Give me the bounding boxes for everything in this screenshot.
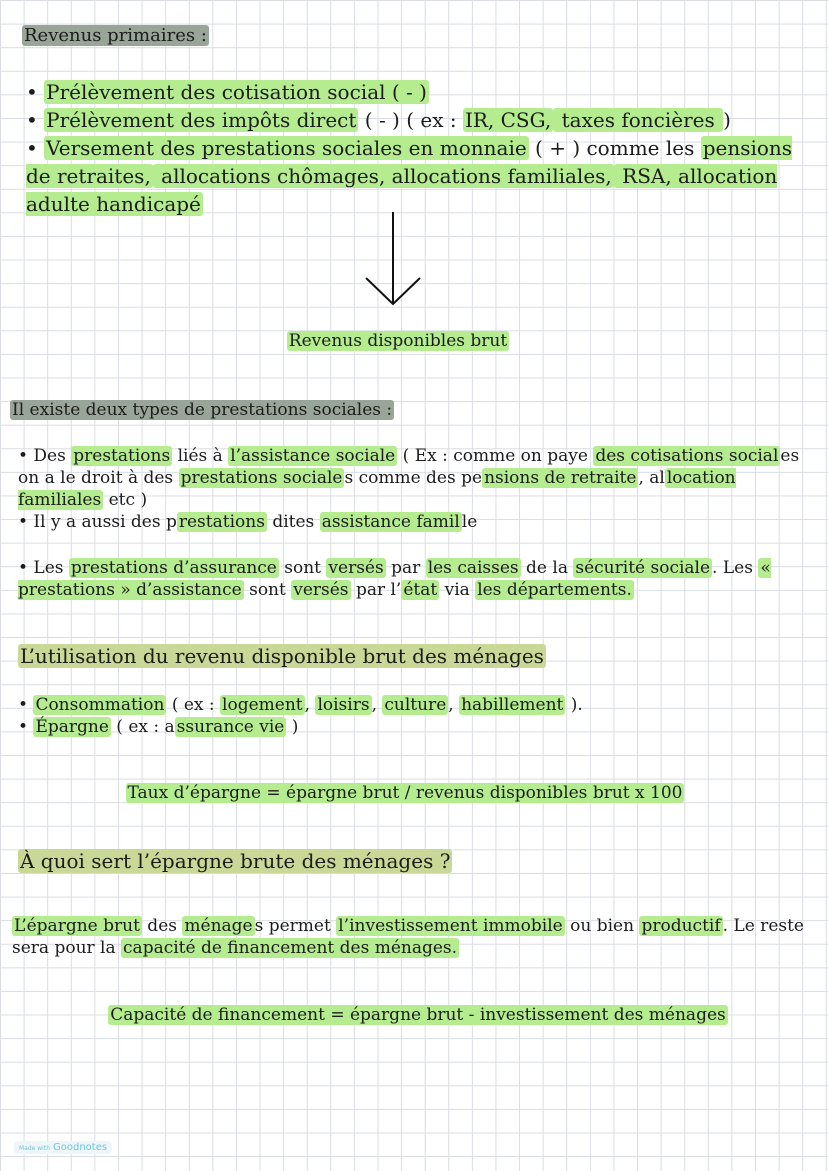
down-arrow-icon: [363, 210, 423, 310]
list-item: • Prélèvement des cotisation social ( - ): [26, 80, 427, 104]
paragraph-prestations: [18, 445, 818, 601]
list-item: • Versement des prestations sociales en monnaie ( + ) comme les pensions de retraites, allocations chômages, allocations familiales, RSA, allocation adulte handicapé: [26, 136, 793, 216]
section-title-revenus-primaires: Revenus primaires :: [24, 25, 207, 46]
section-title-utilisation: L’utilisation du revenu disponible brut des ménages: [20, 644, 544, 668]
paragraph-epargne: L’épargne brut des ménage s permet l’investissement immobile ou bien productif . Le reste sera pour la capacité de financement des ménages.: [12, 916, 804, 958]
section-title-prestations: Il existe deux types de prestations sociales :: [12, 400, 393, 420]
formula-capacite: Capacité de financement = épargne brut - investissement des ménages: [110, 1005, 726, 1025]
list-item: • Il y a aussi des p restations dites assistance famil le: [18, 512, 478, 532]
list-primary-revenue: [26, 78, 816, 218]
list-item: • Les prestations d’assurance sont versés par les caisses de la sécurité sociale . Les « prestations » d’assistance sont versés par l’ état via les départements.: [18, 558, 771, 600]
list-item: • Consommation ( ex : logement , loisirs , culture , habillement ).: [18, 695, 583, 715]
formula-taux-epargne: Taux d’épargne = épargne brut / revenus disponibles brut x 100: [127, 783, 683, 803]
section-title-epargne: À quoi sert l’épargne brute des ménages ?: [20, 849, 451, 873]
goodnotes-watermark: Made with Goodnotes: [14, 1141, 112, 1154]
list-item: • Prélèvement des impôts direct ( - ) ( ex : IR, CSG, taxes foncières ): [26, 108, 731, 132]
list-item: • Épargne ( ex : a ssurance vie ): [18, 717, 299, 737]
list-utilisation: [18, 694, 818, 738]
result-heading: Revenus disponibles brut: [288, 331, 508, 351]
list-item: • Des prestations liés à l’assistance sociale ( Ex : comme on paye des cotisations social es on a le droit à des prestations sociale s comme des pe nsions de retraite , al location familiales etc ): [18, 446, 800, 510]
